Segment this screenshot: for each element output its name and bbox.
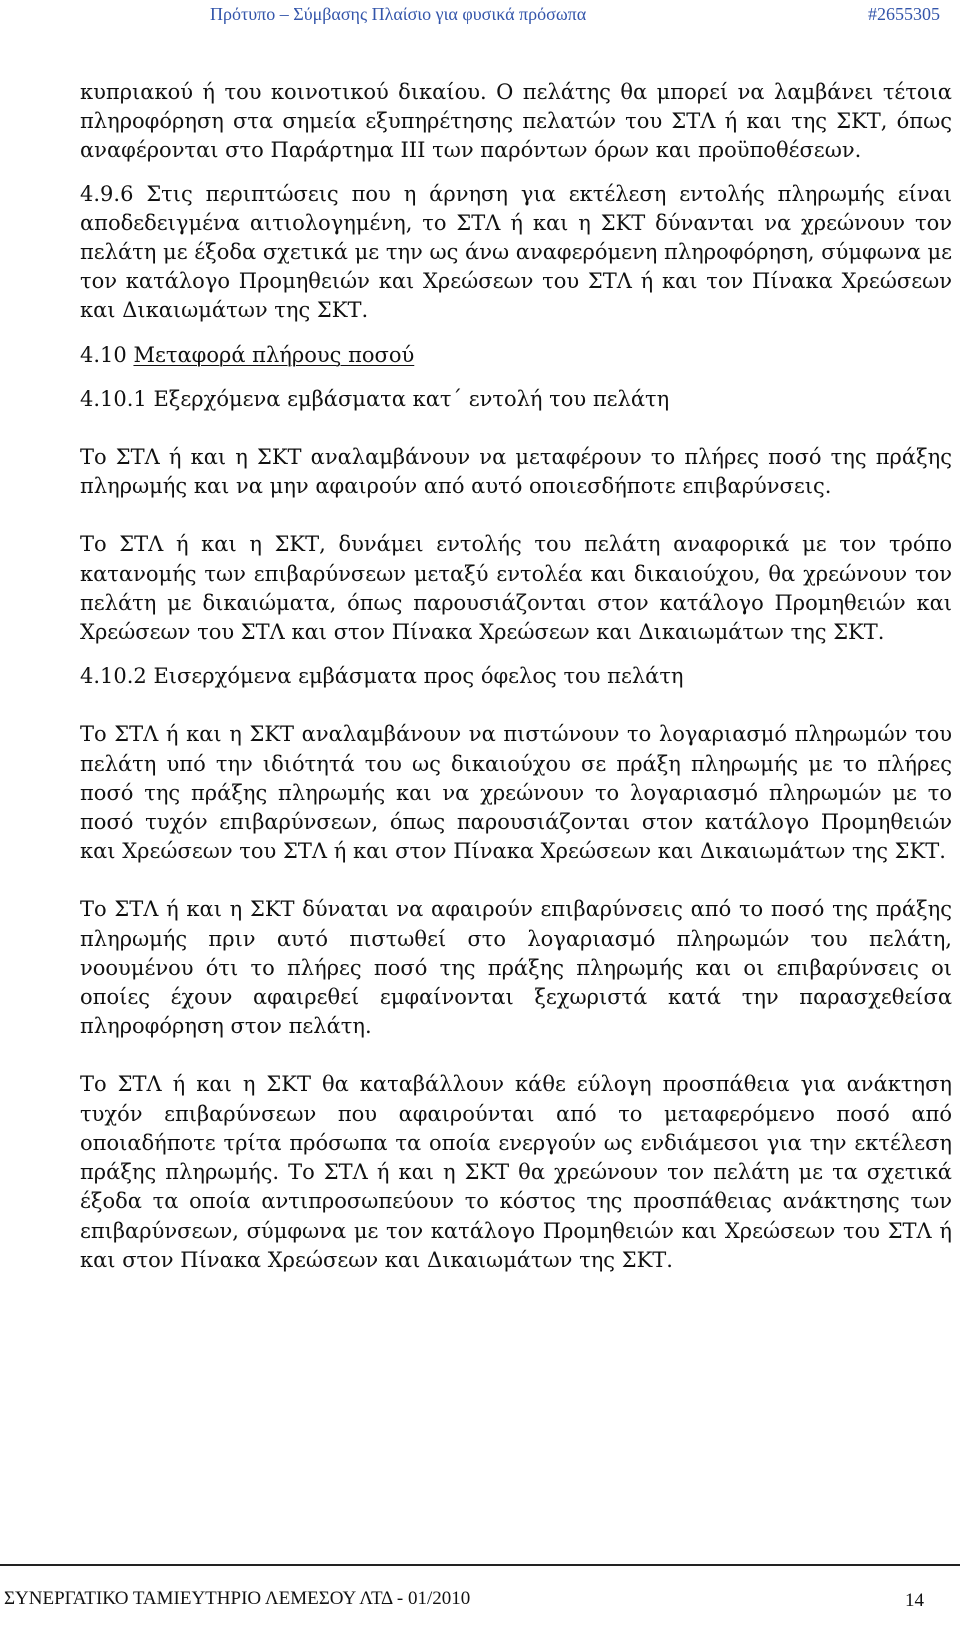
header-document-id: #2655305 — [868, 4, 940, 24]
paragraph-4-10-1-a: Το ΣΤΛ ή και η ΣΚΤ αναλαμβάνουν να μεταφέρουν το πλήρες ποσό της πράξης πληρωμής και να μην αφαιρούν από αυτό οποιεσδήποτε επιβαρύνσεις. — [80, 445, 952, 499]
footer-divider — [0, 1564, 960, 1566]
footer-organization: ΣΥΝΕΡΓΑΤΙΚΟ ΤΑΜΙΕΥΤΗΡΙΟ ΛΕΜΕΣΟΥ ΛΤΔ - 01/2010 — [4, 1588, 471, 1609]
subsection-4-10-2-heading: 4.10.2 Εισερχόμενα εμβάσματα προς όφελος του πελάτη — [80, 664, 684, 689]
page-footer — [0, 1564, 960, 1628]
page-header — [210, 4, 940, 30]
paragraph-4-9-6: 4.9.6 Στις περιπτώσεις που η άρνηση για εκτέλεση εντολής πληρωμής είναι αποδεδειγμένα αιτιολογημένη, το ΣΤΛ ή και η ΣΚΤ δύνανται να χρεώνουν τον πελάτη με έξοδα σχετικά με την ως άνω αναφερόμενη πληροφόρηση, σύμφωνα με τον κατάλογο Προμηθειών και Χρεώσεων του ΣΤΛ ή και τον Πίνακα Χρεώσεων και Δικαιωμάτων της ΣΚΤ. — [80, 181, 952, 323]
section-4-10-heading — [80, 341, 952, 370]
paragraph-4-10-2-a: Το ΣΤΛ ή και η ΣΚΤ αναλαμβάνουν να πιστώνουν το λογαριασμό πληρωμών του πελάτη υπό την ιδιότητά του ως δικαιούχου σε πράξη πληρωμής με το πλήρες ποσό της πράξης πληρωμής και να χρεώνουν το λογαριασμό πληρωμών με το ποσό τυχόν επιβαρύνσεων, όπως παρουσιάζονται στον κατάλογο Προμηθειών και Χρεώσεων του ΣΤΛ ή και στον Πίνακα Χρεώσεων και Δικαιωμάτων της ΣΚΤ. — [80, 722, 952, 864]
section-title: Μεταφορά πλήρους ποσού — [133, 342, 415, 367]
paragraph-4-10-1-b: Το ΣΤΛ ή και η ΣΚΤ, δυνάμει εντολής του πελάτη αναφορικά με τον τρόπο κατανομής των επιβαρύνσεων μεταξύ εντολέα και δικαιούχου, θα χρεώνουν τον πελάτη με δικαιώματα, όπως παρουσιάζονται στον κατάλογο Προμηθειών και Χρεώσεων του ΣΤΛ και στον Πίνακα Χρεώσεων και Δικαιωμάτων της ΣΚΤ. — [80, 532, 952, 645]
page-number: 14 — [905, 1590, 924, 1611]
header-title: Πρότυπο – Σύμβασης Πλαίσιο για φυσικά πρόσωπα — [210, 4, 587, 24]
paragraph-4-10-2-b: Το ΣΤΛ ή και η ΣΚΤ δύναται να αφαιρούν επιβαρύνσεις από το ποσό της πράξης πληρωμής πριν αυτό πιστωθεί στο λογαριασμό πληρωμών του πελάτη, νοουμένου ότι το πλήρες ποσό της πράξης πληρωμής και οι επιβαρύνσεις οι οποίες έχουν αφαιρεθεί εμφαίνονται ξεχωριστά κατά την παρασχεθείσα πληροφόρηση στον πελάτη. — [80, 897, 952, 1039]
section-number: 4.10 — [80, 342, 127, 367]
document-body — [80, 78, 952, 1275]
paragraph-4-10-2-c: Το ΣΤΛ ή και η ΣΚΤ θα καταβάλλουν κάθε εύλογη προσπάθεια για ανάκτηση τυχόν επιβαρύνσεων που αφαιρούνται από το μεταφερόμενο ποσό από οποιαδήποτε τρίτα πρόσωπα τα οποία ενεργούν ως ενδιάμεσοι για την εκτέλεση πράξης πληρωμής. Το ΣΤΛ ή και η ΣΚΤ θα χρεώνουν τον πελάτη με τα σχετικά έξοδα τα οποία αντιπροσωπεύουν το κόστος της προσπάθειας ανάκτησης των επιβαρύνσεων, σύμφωνα με τον κατάλογο Προμηθειών και Χρεώσεων του ΣΤΛ ή και στον Πίνακα Χρεώσεων και Δικαιωμάτων της ΣΚΤ. — [80, 1072, 952, 1272]
paragraph-continued: κυπριακού ή του κοινοτικού δικαίου. Ο πελάτης θα μπορεί να λαμβάνει τέτοια πληροφόρηση στα σημεία εξυπηρέτησης πελατών του ΣΤΛ ή και της ΣΚΤ, όπως αναφέρονται στο Παράρτημα ΙΙΙ των παρόντων όρων και προϋποθέσεων. — [80, 80, 952, 163]
subsection-4-10-1-heading: 4.10.1 Εξερχόμενα εμβάσματα κατ΄ εντολή του πελάτη — [80, 386, 670, 411]
